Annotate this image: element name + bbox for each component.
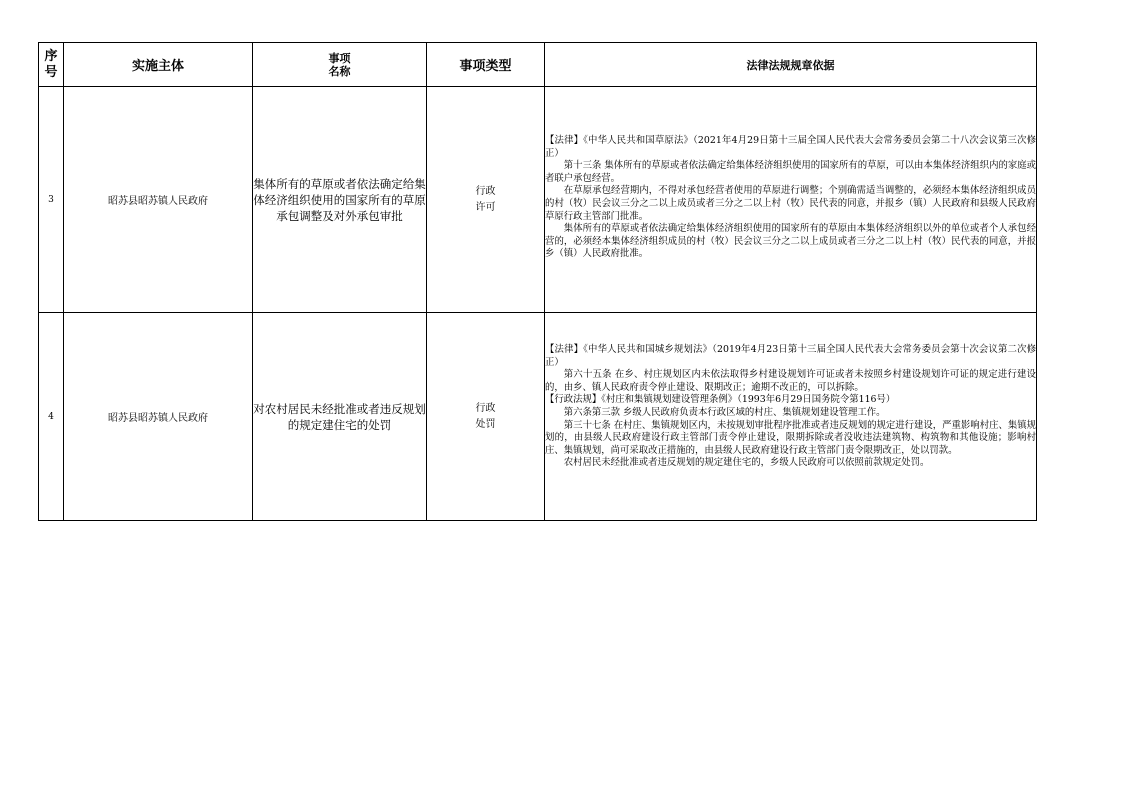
row-type: [427, 87, 545, 313]
basis-paragraph: 在草原承包经营期内，不得对承包经营者使用的草原进行调整；个别确需适当调整的，必须经本集体经济组织成员的村（牧）民会议三分之二以上成员或者三分之二以上村（牧）民代表的同意，并报乡（镇）人民政府和县级人民政府草原行政主管部门批准。: [545, 185, 1036, 222]
basis-paragraph: 【法律】《中华人民共和国草原法》（2021年4月29日第十三届全国人民代表大会常务委员会第二十八次会议第三次修正）: [545, 135, 1036, 159]
table-row: [39, 87, 1037, 313]
row-item: 集体所有的草原或者依法确定给集体经济组织使用的国家所有的草原承包调整及对外承包审批: [253, 87, 427, 313]
header-item-line2: 名称: [328, 64, 351, 78]
header-basis: 法律法规规章依据: [545, 43, 1037, 87]
row-org: 昭苏县昭苏镇人民政府: [64, 87, 253, 313]
row-type-line1: 行政: [475, 185, 496, 197]
basis-paragraph: 集体所有的草原或者依法确定给集体经济组织使用的国家所有的草原由本集体经济组织以外的单位或者个人承包经营的，必须经本集体经济组织成员的村（牧）民会议三分之二以上成员或者三分之二以上村（牧）民代表的同意，并报乡（镇）人民政府批准。: [545, 223, 1036, 260]
header-seq: [39, 43, 64, 87]
matters-table: [38, 42, 1037, 521]
header-item-line1: 事项: [328, 51, 351, 65]
row-org: 昭苏县昭苏镇人民政府: [64, 313, 253, 521]
row-item: 对农村居民未经批准或者违反规划的规定建住宅的处罚: [253, 313, 427, 521]
row-type-line2: 处罚: [475, 418, 496, 430]
basis-paragraph: 第十三条 集体所有的草原或者依法确定给集体经济组织使用的国家所有的草原，可以由本集体经济组织内的家庭或者联户承包经营。: [545, 160, 1036, 184]
header-type: 事项类型: [427, 43, 545, 87]
row-type-line2: 许可: [475, 201, 496, 213]
header-seq-line1: 序: [44, 48, 58, 64]
row-seq: 4: [39, 313, 64, 521]
row-basis: [545, 87, 1037, 313]
table-row: [39, 313, 1037, 521]
basis-paragraph: 【法律】《中华人民共和国城乡规划法》（2019年4月23日第十三届全国人民代表大会常务委员会第十次会议第二次修正）: [545, 344, 1036, 368]
header-item: [253, 43, 427, 87]
basis-paragraph: 第六条第三款 乡级人民政府负责本行政区域的村庄、集镇规划建设管理工作。: [563, 406, 886, 418]
table-header-row: [39, 43, 1037, 87]
row-type-line1: 行政: [475, 402, 496, 414]
basis-paragraph: 第三十七条 在村庄、集镇规划区内，未按规划审批程序批准或者违反规划的规定进行建设，严重影响村庄、集镇规划的，由县级人民政府建设行政主管部门责令停止建设，限期拆除或者没收违法建筑物、构筑物和其他设施；影响村庄、集镇规划，尚可采取改正措施的，由县级人民政府建设行政主管部门责令限期改正，处以罚款。: [545, 419, 1036, 456]
header-org: 实施主体: [64, 43, 253, 87]
basis-paragraph: 【行政法规】《村庄和集镇规划建设管理条例》（1993年6月29日国务院令第116号）: [545, 394, 896, 406]
basis-paragraph: 农村居民未经批准或者违反规划的规定建住宅的，乡级人民政府可以依照前款规定处罚。: [563, 457, 930, 469]
basis-paragraph: 第六十五条 在乡、村庄规划区内未依法取得乡村建设规划许可证或者未按照乡村建设规划许可证的规定进行建设的，由乡、镇人民政府责令停止建设、限期改正；逾期不改正的，可以拆除。: [545, 369, 1036, 393]
row-type: [427, 313, 545, 521]
header-seq-line2: 号: [44, 64, 58, 80]
row-basis: [545, 313, 1037, 521]
row-seq: 3: [39, 87, 64, 313]
